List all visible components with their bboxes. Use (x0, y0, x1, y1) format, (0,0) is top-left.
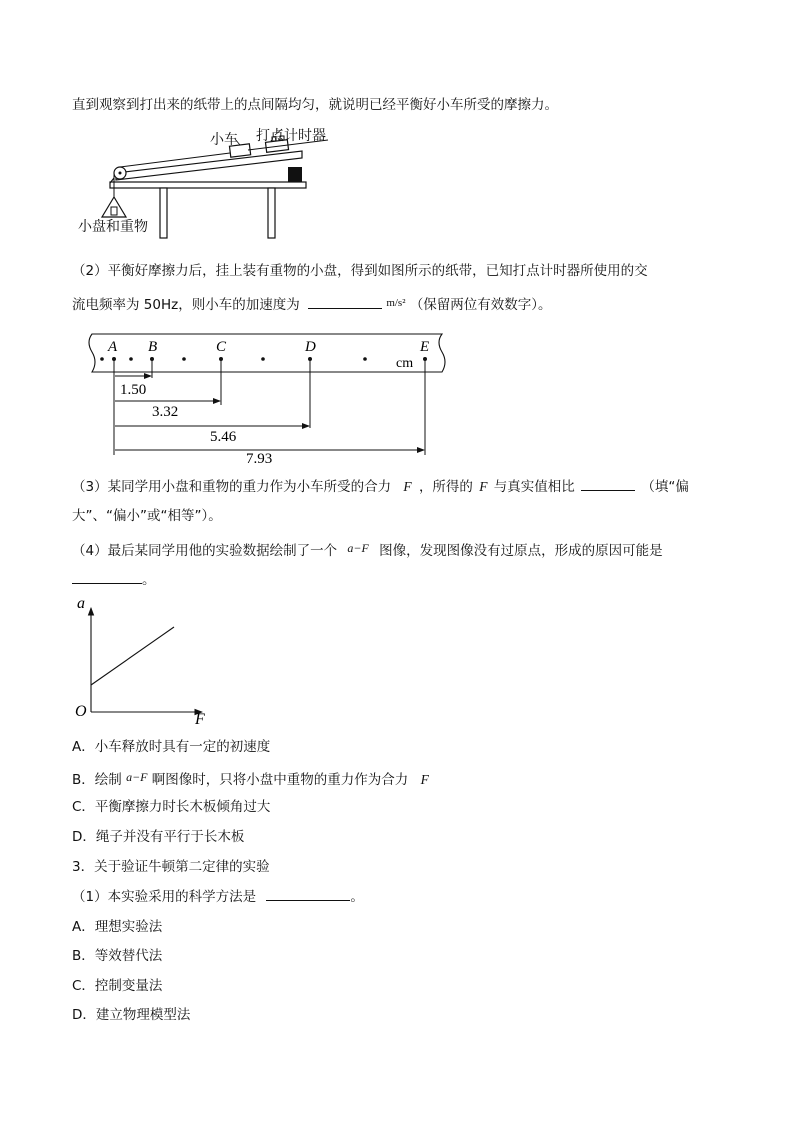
q-next-answer-blank[interactable] (266, 888, 350, 901)
q3-text-c: 与真实值相比 (493, 479, 575, 495)
paper-tape-figure (86, 330, 446, 465)
graph-line (91, 627, 174, 685)
q4-symbol-af: a−F (347, 541, 369, 555)
q4-line1 (72, 539, 663, 560)
point-a-label: A (108, 339, 118, 355)
q-next-option-c[interactable]: C．控制变量法 (72, 978, 163, 994)
point-e-label: E (420, 339, 430, 355)
graph-y-label: a (77, 595, 85, 612)
dist-ab-label: 1.50 (120, 382, 147, 398)
q-next-sub1-end: 。 (350, 889, 364, 905)
intro-text: 直到观察到打出来的纸带上的点间隔均匀，就说明已经平衡好小车所受的摩擦力。 (72, 97, 558, 113)
q4-option-b-f: F (420, 772, 429, 787)
q2-line2 (72, 294, 552, 314)
point-c-label: C (216, 339, 227, 355)
q-next-option-d[interactable]: D．建立物理模型法 (72, 1007, 191, 1023)
q4-text-end: 。 (142, 572, 156, 588)
q4-answer-blank[interactable] (72, 571, 142, 584)
q2-unit: m/s² (386, 297, 406, 309)
q3-line1 (72, 478, 689, 496)
q-next-option-b[interactable]: B．等效替代法 (72, 948, 163, 964)
q4-option-d[interactable]: D．绳子并没有平行于长木板 (72, 829, 245, 845)
point-b-label: B (148, 339, 158, 355)
q3-text-d: （填“偏 (641, 479, 689, 495)
dist-ac-label: 3.32 (152, 404, 179, 420)
table-leg-left (160, 188, 167, 238)
q4-text-b: 图像，发现图像没有过原点，形成的原因可能是 (379, 543, 663, 559)
q-next-sub1 (72, 888, 364, 906)
q4-option-b-prefix: B．绘制 (72, 772, 122, 788)
q3-text-b: ，所得的 (418, 479, 473, 495)
tape-unit-label: cm (396, 356, 414, 371)
point-d-label: D (305, 339, 316, 355)
table-leg-right (268, 188, 275, 238)
q4-option-b[interactable] (72, 768, 429, 789)
pan-label: 小盘和重物 (78, 219, 148, 235)
q4-option-a[interactable]: A．小车释放时具有一定的初速度 (72, 739, 271, 755)
q3-line2: 大”、“偏小”或“相等”）。 (72, 508, 222, 524)
cart-label: 小车 (210, 132, 238, 148)
q3-symbol-f2: F (479, 479, 488, 494)
q4-option-b-af: a−F (126, 770, 148, 784)
q2-text-a: 流电频率为 50Hz，则小车的加速度为 (72, 297, 300, 313)
q3-text-a: （3）某同学用小盘和重物的重力作为小车所受的合力 (72, 479, 392, 495)
dist-ad-label: 5.46 (210, 429, 237, 445)
q4-option-c[interactable]: C．平衡摩擦力时长木板倾角过大 (72, 799, 271, 815)
graph-origin-label: O (75, 703, 87, 720)
q2-line1: （2）平衡好摩擦力后，挂上装有重物的小盘，得到如图所示的纸带，已知打点计时器所使用的交 (72, 263, 648, 279)
q3-answer-blank[interactable] (581, 478, 635, 491)
q-next-option-a[interactable]: A．理想实验法 (72, 919, 163, 935)
table-top (110, 182, 306, 188)
q2-answer-blank[interactable] (308, 296, 382, 309)
q4-line2 (72, 571, 156, 589)
q4-text-a: （4）最后某同学用他的实验数据绘制了一个 (72, 543, 338, 559)
q3-symbol-f1: F (403, 479, 412, 494)
dist-ae-label: 7.93 (246, 451, 273, 467)
q4-option-b-suffix: 啊图像时，只将小盘中重物的重力作为合力 (151, 772, 409, 788)
q-next-title: 3．关于验证牛顿第二定律的实验 (72, 859, 270, 875)
timer-label: 打点计时器 (256, 128, 326, 144)
a-f-graph (72, 594, 222, 734)
q2-text-b: （保留两位有效数字）。 (409, 297, 552, 313)
q-next-sub1-text: （1）本实验采用的科学方法是 (72, 889, 257, 905)
graph-x-label: F (195, 711, 205, 728)
support-block (288, 167, 302, 182)
